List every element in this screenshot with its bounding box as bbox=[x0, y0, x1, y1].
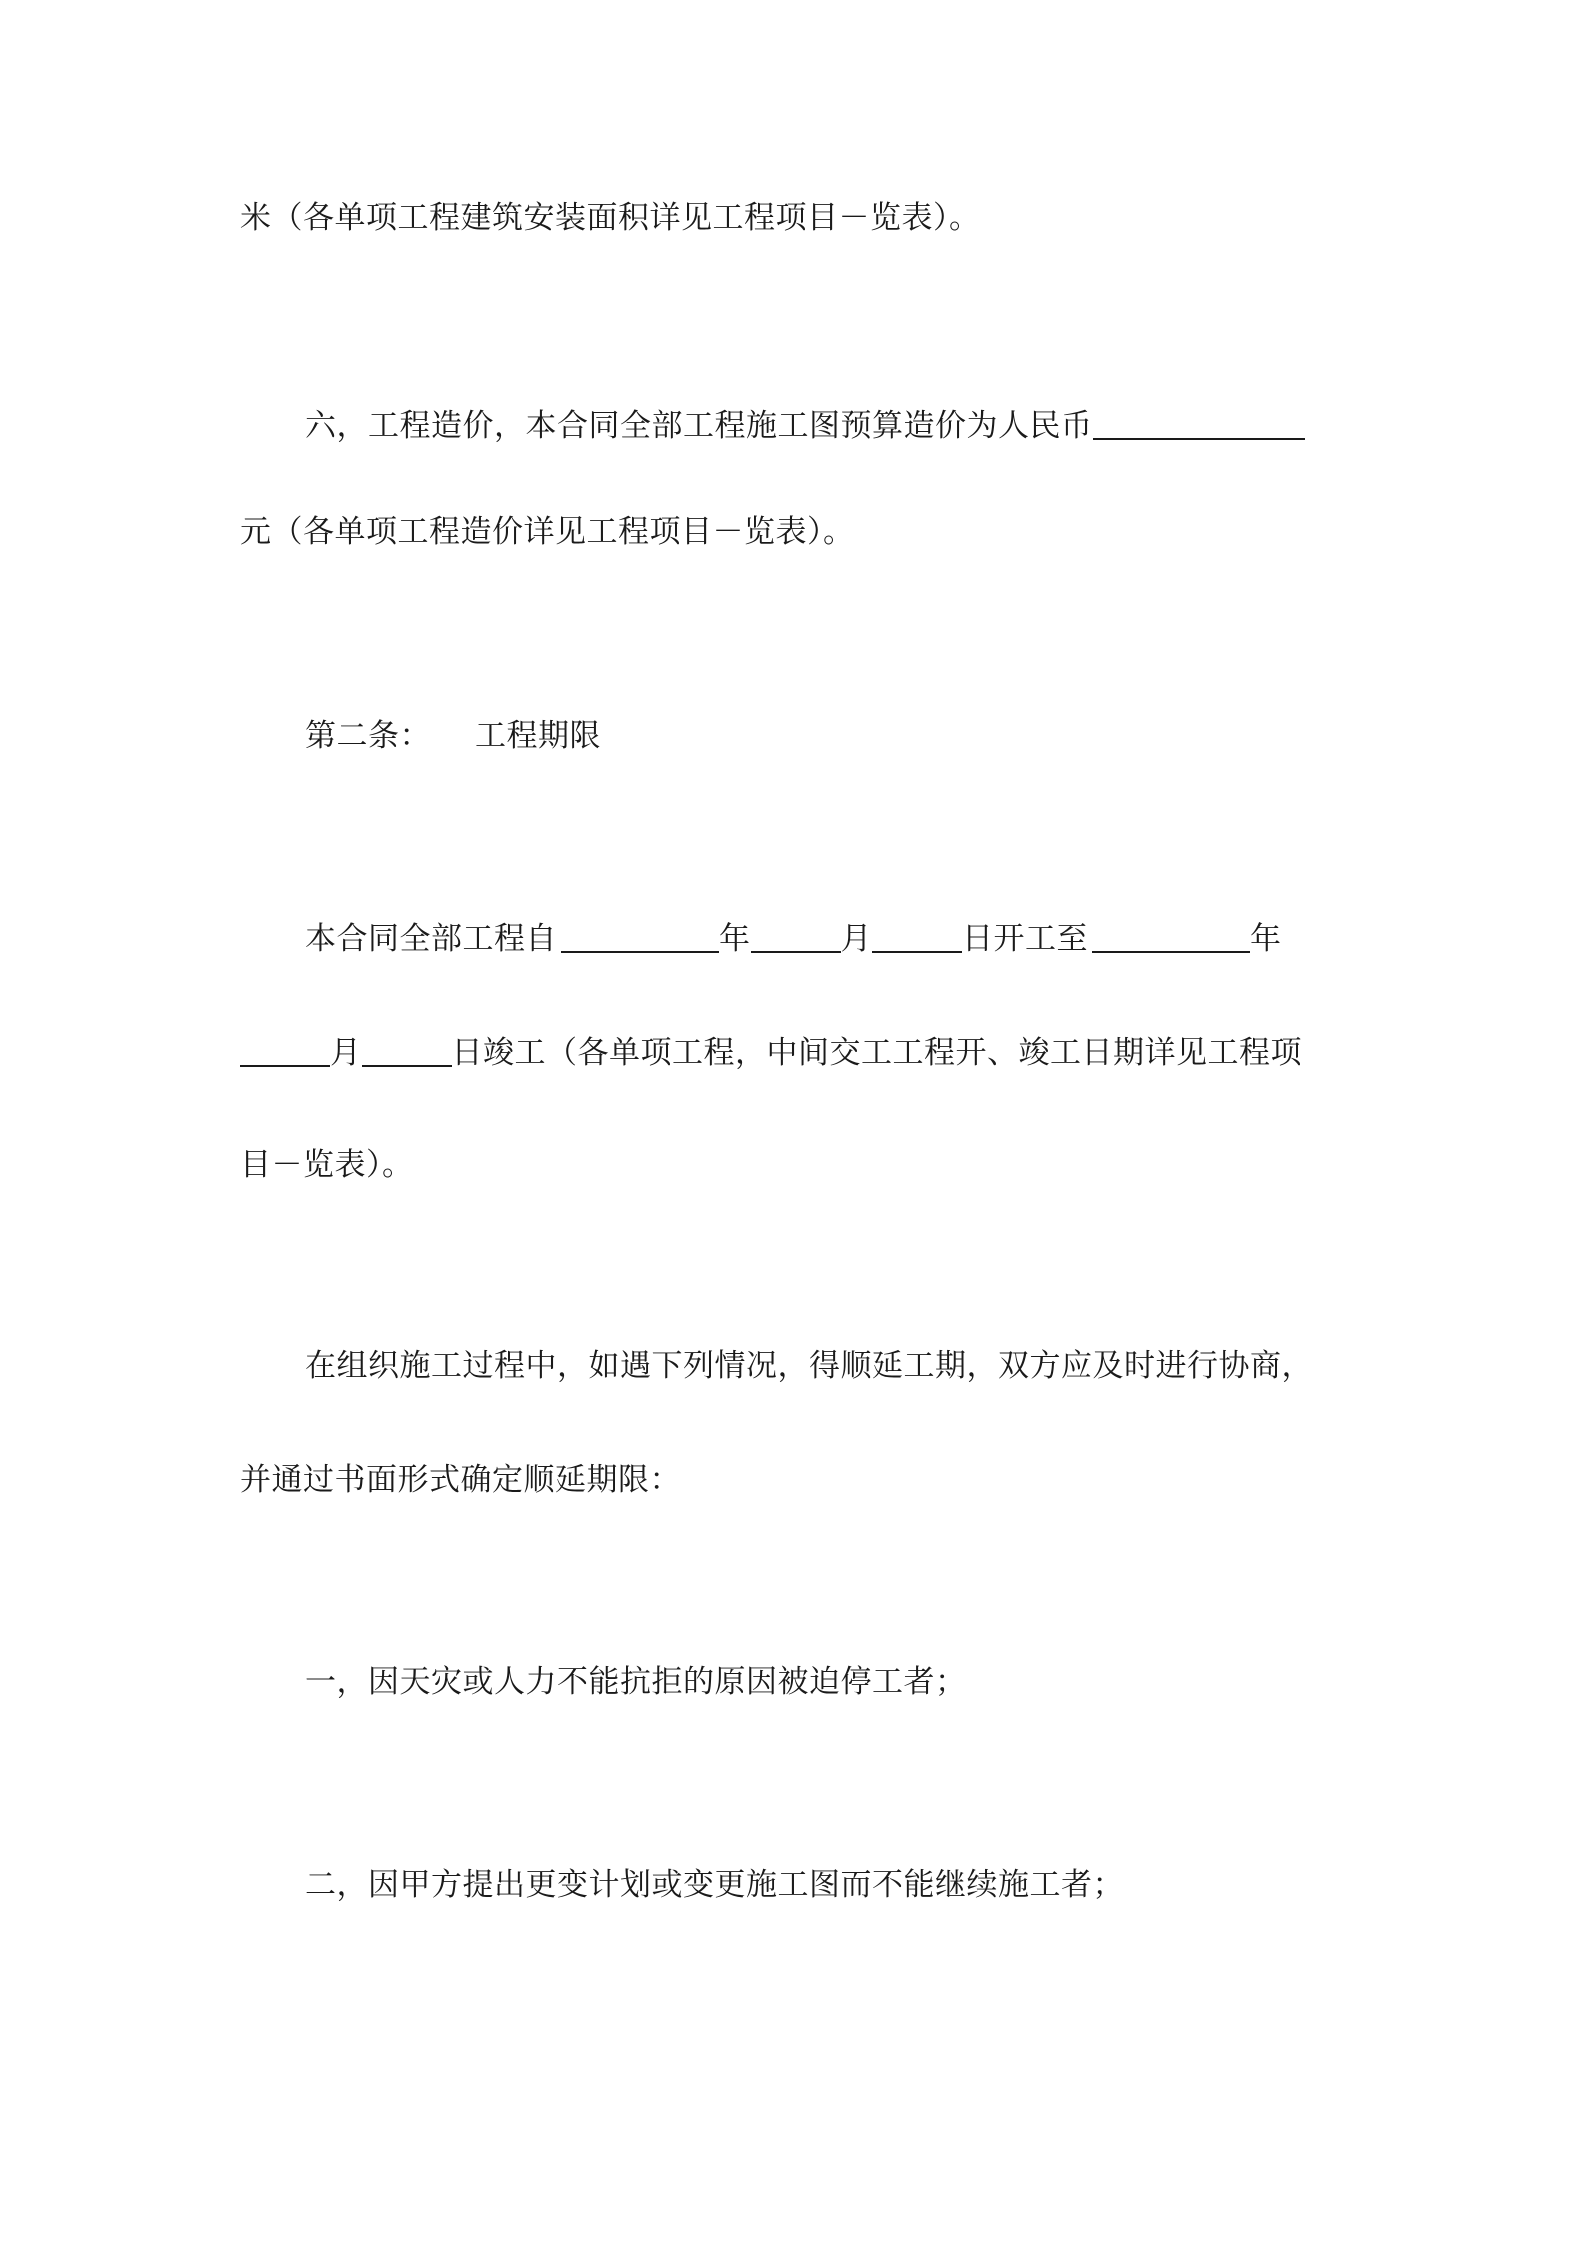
start-year-blank bbox=[561, 921, 719, 953]
list-item-2-text: 二，因甲方提出更变计划或变更施工图而不能继续施工者； bbox=[305, 1867, 1124, 1903]
area-note-text: 米（各单项工程建筑安装面积详见工程项目－览表）。 bbox=[240, 200, 981, 236]
text-line-schedule-end bbox=[240, 1031, 1302, 1075]
price-note-text: 元（各单项工程造价详见工程项目－览表）。 bbox=[240, 514, 855, 550]
list-item-1-text: 一，因天灾或人力不能抗拒的原因被迫停工者； bbox=[305, 1664, 967, 1700]
text-line-price-note bbox=[240, 510, 855, 554]
price-blank bbox=[1093, 408, 1305, 440]
schedule-end-text: 日竣工（各单项工程，中间交工工程开、竣工日期详见工程项 bbox=[451, 1035, 1302, 1071]
article-title: 工程期限 bbox=[475, 718, 601, 754]
end-day-blank bbox=[362, 1035, 452, 1067]
start-day-blank bbox=[872, 921, 962, 953]
year-label-2: 年 bbox=[1250, 921, 1282, 957]
article-number: 第二条： bbox=[305, 718, 431, 754]
text-line-extension bbox=[305, 1344, 1313, 1388]
text-line-price bbox=[305, 404, 1305, 448]
extension-text: 在组织施工过程中，如遇下列情况，得顺延工期，双方应及时进行协商， bbox=[305, 1348, 1313, 1384]
start-to-text: 日开工至 bbox=[962, 921, 1088, 957]
end-year-blank bbox=[1092, 921, 1250, 953]
list-item-2 bbox=[305, 1863, 1124, 1907]
schedule-start-text: 本合同全部工程自 bbox=[305, 921, 557, 957]
year-label: 年 bbox=[719, 921, 751, 957]
price-text: 六，工程造价，本合同全部工程施工图预算造价为人民币 bbox=[305, 408, 1093, 444]
text-line-area-note bbox=[240, 196, 981, 240]
start-month-blank bbox=[751, 921, 841, 953]
text-line-extension-2 bbox=[240, 1458, 681, 1502]
month-label-2: 月 bbox=[330, 1035, 362, 1071]
text-line-schedule-note bbox=[240, 1143, 414, 1187]
extension-text-2: 并通过书面形式确定顺延期限： bbox=[240, 1462, 681, 1498]
article-heading bbox=[305, 714, 601, 758]
month-label: 月 bbox=[840, 921, 872, 957]
schedule-note-text: 目－览表）。 bbox=[240, 1147, 414, 1183]
list-item-1 bbox=[305, 1660, 967, 1704]
end-month-blank bbox=[240, 1035, 330, 1067]
text-line-schedule-start bbox=[305, 917, 1282, 961]
